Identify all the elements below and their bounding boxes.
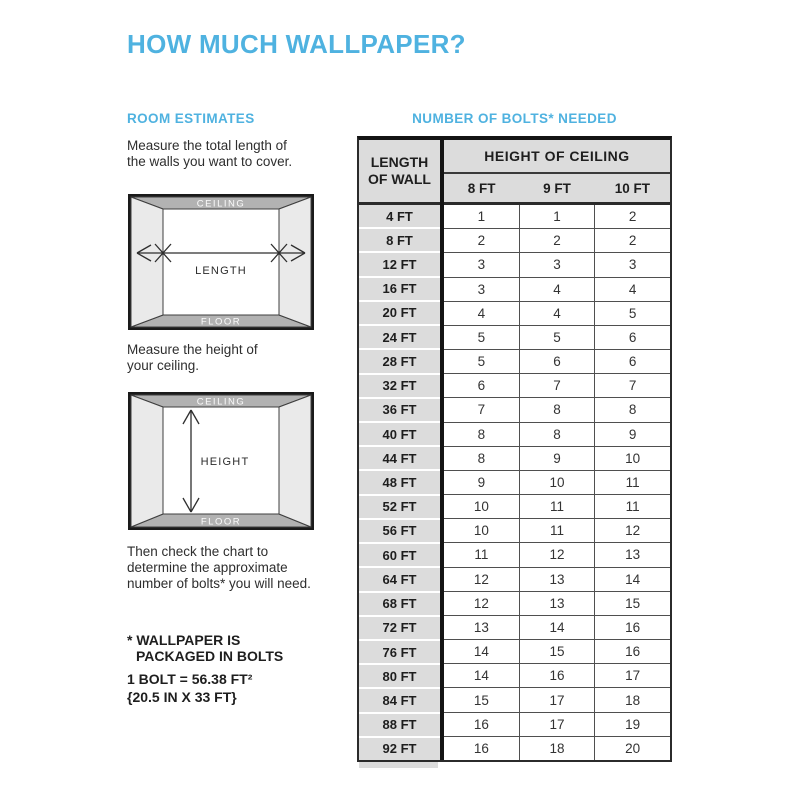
table-row xyxy=(444,713,670,737)
wall-length-cell: 36 FT xyxy=(359,399,440,423)
table-row xyxy=(444,326,670,350)
bolt-count-cell: 8 xyxy=(594,398,670,421)
wall-length-cell: 64 FT xyxy=(359,568,440,592)
bolt-count-cell: 12 xyxy=(594,519,670,542)
table-row xyxy=(444,205,670,229)
bolt-count-cell: 8 xyxy=(477,450,486,466)
instruction-height-text xyxy=(127,342,258,374)
table-row xyxy=(444,350,670,374)
bolt-count-cell: 4 xyxy=(519,278,595,301)
bolt-count-cell: 20 xyxy=(594,737,670,760)
table-row xyxy=(444,302,670,326)
bolt-count-cell: 8 xyxy=(519,423,595,446)
bolt-count-cell: 12 xyxy=(473,571,489,587)
right-wall xyxy=(279,197,311,327)
instruction-height-line2: your ceiling. xyxy=(127,358,200,373)
wall-length-cell: 76 FT xyxy=(359,641,440,665)
ceiling-label: CEILING xyxy=(196,396,246,408)
wall-length-cell: 28 FT xyxy=(359,350,440,374)
bolt-count-cell: 1 xyxy=(477,209,486,225)
table-row xyxy=(444,495,670,519)
col-header-10ft: 10 FT xyxy=(614,180,650,196)
bolt-count-cell: 11 xyxy=(474,547,489,563)
bolt-spec-line1: 1 BOLT = 56.38 FT² xyxy=(127,671,253,687)
instruction-chart-line2: determine the approximate xyxy=(127,560,288,575)
bolt-count-cell: 13 xyxy=(594,543,670,566)
wall-length-cell: 60 FT xyxy=(359,544,440,568)
instruction-length-line2: the walls you want to cover. xyxy=(127,154,293,169)
wall-length-cell: 24 FT xyxy=(359,326,440,350)
wall-length-cell: 68 FT xyxy=(359,593,440,617)
bolt-count-cell: 3 xyxy=(519,253,595,276)
instruction-length-line1: Measure the total length of xyxy=(127,138,287,153)
bolt-count-cell: 14 xyxy=(519,616,595,639)
bolt-count-cell: 5 xyxy=(477,354,486,370)
wall-length-cell: 8 FT xyxy=(359,229,440,253)
wall-length-cell: 40 FT xyxy=(359,423,440,447)
bolt-count-cell: 2 xyxy=(594,205,670,228)
bolt-count-cell: 4 xyxy=(477,305,486,321)
bolt-count-cell: 9 xyxy=(477,474,486,490)
table-row xyxy=(444,519,670,543)
bolt-count-cell: 10 xyxy=(473,499,489,515)
table-row xyxy=(444,447,670,471)
floor-label: FLOOR xyxy=(200,516,242,528)
wall-length-cell: 52 FT xyxy=(359,496,440,520)
bolt-count-cell: 10 xyxy=(473,523,489,539)
room-length-diagram xyxy=(128,194,314,330)
bolt-count-cell: 16 xyxy=(473,740,489,756)
wall-length-cell: 72 FT xyxy=(359,617,440,641)
bolt-count-cell: 16 xyxy=(473,716,489,732)
table-row xyxy=(444,568,670,592)
bolt-count-cell: 16 xyxy=(594,616,670,639)
bolt-count-cell: 17 xyxy=(519,713,595,736)
bolt-spec-line2: {20.5 IN X 33 FT} xyxy=(127,688,237,705)
floor-label: FLOOR xyxy=(200,316,242,328)
bolt-count-cell: 3 xyxy=(477,257,486,273)
wall-length-cell: 80 FT xyxy=(359,665,440,689)
bolt-count-cell: 13 xyxy=(519,568,595,591)
instruction-chart-text xyxy=(127,544,311,592)
wall-length-cell: 32 FT xyxy=(359,375,440,399)
wall-length-column xyxy=(359,140,440,760)
instruction-chart-line1: Then check the chart to xyxy=(127,544,269,559)
wall-length-cells xyxy=(359,205,440,760)
bolt-count-cell: 17 xyxy=(594,664,670,687)
instruction-length-text xyxy=(127,138,292,170)
wall-length-cell: 48 FT xyxy=(359,471,440,495)
bolt-count-cell: 5 xyxy=(519,326,595,349)
bolt-count-cell: 16 xyxy=(519,664,595,687)
bolt-count-cell: 14 xyxy=(594,568,670,591)
room-estimates-heading: ROOM ESTIMATES xyxy=(127,111,255,126)
bolt-count-cell: 2 xyxy=(477,233,486,249)
bolt-count-cell: 6 xyxy=(594,326,670,349)
wall-length-cell: 4 FT xyxy=(359,205,440,229)
table-row xyxy=(444,374,670,398)
wall-length-cell: 44 FT xyxy=(359,447,440,471)
bolt-count-cell: 10 xyxy=(594,447,670,470)
bolt-count-cell: 15 xyxy=(473,692,489,708)
bolt-count-cell: 1 xyxy=(519,205,595,228)
instruction-chart-line3: number of bolts* you will need. xyxy=(127,576,311,591)
wall-length-cell: 88 FT xyxy=(359,714,440,738)
table-row xyxy=(444,471,670,495)
table-data-zone xyxy=(444,140,670,760)
table-row xyxy=(444,664,670,688)
bolt-count-cell: 11 xyxy=(594,495,670,518)
bolt-count-cell: 12 xyxy=(473,595,489,611)
bolts-needed-heading: NUMBER OF BOLTS* NEEDED xyxy=(412,111,617,126)
bolt-count-cell: 13 xyxy=(519,592,595,615)
bolt-count-cell: 18 xyxy=(594,688,670,711)
table-data-rows xyxy=(444,205,670,760)
bolt-count-cell: 11 xyxy=(519,519,595,542)
wall-length-cell: 84 FT xyxy=(359,689,440,713)
bolt-count-cell: 6 xyxy=(519,350,595,373)
bolt-count-cell: 5 xyxy=(594,302,670,325)
bolt-count-cell: 8 xyxy=(477,426,486,442)
bolt-count-cell: 4 xyxy=(519,302,595,325)
table-row xyxy=(444,616,670,640)
wall-length-cell: 12 FT xyxy=(359,253,440,277)
bolts-footnote xyxy=(127,633,283,664)
ceiling-label: CEILING xyxy=(196,198,246,210)
bolt-count-cell: 15 xyxy=(594,592,670,615)
bolt-count-cell: 11 xyxy=(519,495,595,518)
table-row xyxy=(444,398,670,422)
bolts-table xyxy=(357,136,672,762)
bolt-count-cell: 3 xyxy=(594,253,670,276)
table-row xyxy=(444,423,670,447)
bolt-count-cell: 9 xyxy=(519,447,595,470)
bolt-count-cell: 10 xyxy=(519,471,595,494)
bolt-count-cell: 2 xyxy=(519,229,595,252)
bolt-count-cell: 17 xyxy=(519,688,595,711)
col-header-8ft: 8 FT xyxy=(467,180,496,196)
wall-length-cell: 20 FT xyxy=(359,302,440,326)
bolt-count-cell: 3 xyxy=(477,281,486,297)
table-row xyxy=(444,253,670,277)
bolt-count-cell: 12 xyxy=(519,543,595,566)
bolt-count-cell: 9 xyxy=(594,423,670,446)
bolt-count-cell: 7 xyxy=(594,374,670,397)
bolt-count-cell: 6 xyxy=(477,378,486,394)
wall-length-header-line1: LENGTH xyxy=(370,154,429,170)
bolt-count-cell: 7 xyxy=(477,402,486,418)
col-header-9ft: 9 FT xyxy=(543,180,571,196)
bolt-count-cell: 13 xyxy=(473,620,489,635)
bolt-count-cell: 18 xyxy=(519,737,595,760)
bolt-count-cell: 11 xyxy=(594,471,670,494)
bolt-count-cell: 4 xyxy=(594,278,670,301)
table-row xyxy=(444,592,670,616)
length-measure-label: LENGTH xyxy=(195,265,247,277)
instruction-height-line1: Measure the height of xyxy=(127,342,258,357)
bolt-count-cell: 8 xyxy=(519,398,595,421)
room-height-diagram xyxy=(128,392,314,530)
ceiling-height-subheaders xyxy=(444,174,670,205)
wall-length-cell: 56 FT xyxy=(359,520,440,544)
wall-column-overhang xyxy=(359,762,438,768)
left-wall xyxy=(131,197,163,327)
table-row xyxy=(444,229,670,253)
wall-length-cell: 92 FT xyxy=(359,738,440,760)
bolt-count-cell: 2 xyxy=(594,229,670,252)
wall-length-header-line2: OF WALL xyxy=(368,171,431,187)
bolt-count-cell: 14 xyxy=(473,668,489,684)
wall-length-cell: 16 FT xyxy=(359,278,440,302)
bolt-count-cell: 19 xyxy=(594,713,670,736)
left-wall xyxy=(131,395,163,527)
bolts-footnote-line1: * WALLPAPER IS xyxy=(127,632,241,648)
bolt-count-cell: 16 xyxy=(594,640,670,663)
height-measure-label: HEIGHT xyxy=(200,456,250,468)
bolt-count-cell: 7 xyxy=(519,374,595,397)
right-wall xyxy=(279,395,311,527)
bolt-count-cell: 14 xyxy=(473,644,489,660)
table-row xyxy=(444,278,670,302)
table-row xyxy=(444,737,670,760)
wall-length-header xyxy=(359,140,440,205)
ceiling-height-group-header: HEIGHT OF CEILING xyxy=(444,140,670,174)
table-row xyxy=(444,543,670,567)
page-title: HOW MUCH WALLPAPER? xyxy=(127,29,466,59)
bolt-count-cell: 6 xyxy=(594,350,670,373)
table-row xyxy=(444,640,670,664)
table-row xyxy=(444,688,670,712)
bolt-count-cell: 5 xyxy=(477,329,486,345)
bolt-spec-text xyxy=(127,671,252,706)
bolt-count-cell: 15 xyxy=(519,640,595,663)
bolts-footnote-line2: PACKAGED IN BOLTS xyxy=(136,647,284,664)
